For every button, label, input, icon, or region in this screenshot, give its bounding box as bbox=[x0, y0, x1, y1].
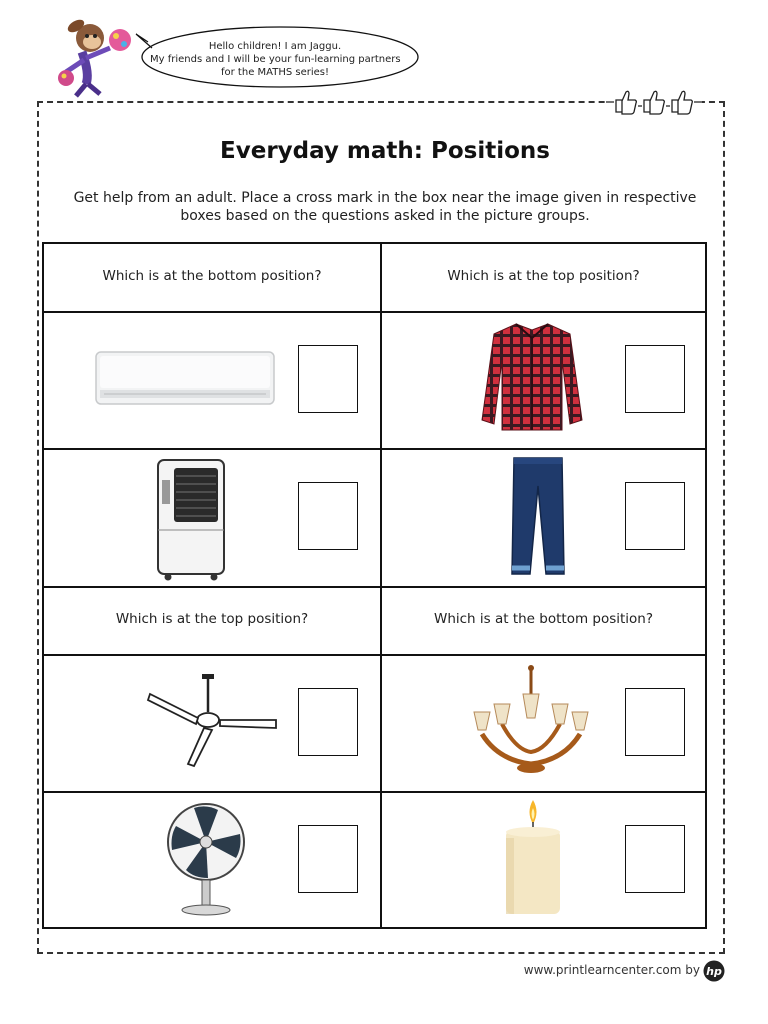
portable-ac-icon bbox=[154, 458, 228, 582]
answer-box-jeans[interactable] bbox=[625, 482, 685, 550]
footer-text: www.printlearncenter.com by bbox=[523, 963, 700, 977]
answer-box-table-fan[interactable] bbox=[298, 825, 358, 893]
question-4: Which is at the bottom position? bbox=[433, 611, 654, 627]
answer-box-portable-ac[interactable] bbox=[298, 482, 358, 550]
monkey-mascot-icon bbox=[52, 14, 142, 100]
answer-box-chandelier[interactable] bbox=[625, 688, 685, 756]
question-grid bbox=[42, 242, 707, 929]
instructions-line-2: boxes based on the questions asked in the picture groups. bbox=[180, 208, 590, 224]
instructions bbox=[44, 189, 726, 225]
answer-box-split-ac[interactable] bbox=[298, 345, 358, 413]
chandelier-icon bbox=[468, 664, 594, 776]
bubble-line-1: Hello children! I am Jaggu. bbox=[208, 41, 342, 52]
candle-icon bbox=[502, 798, 564, 918]
bubble-text bbox=[150, 40, 400, 79]
question-3: Which is at the top position? bbox=[115, 611, 309, 627]
hp-logo-icon bbox=[703, 960, 725, 982]
svg-text:hp: hp bbox=[706, 965, 722, 978]
answer-box-candle[interactable] bbox=[625, 825, 685, 893]
page-title: Everyday math: Positions bbox=[220, 138, 550, 164]
bubble-line-2: My friends and I will be your fun-learning partners bbox=[150, 54, 401, 65]
thumbs-up-icon bbox=[606, 84, 702, 116]
instructions-line-1: Get help from an adult. Place a cross mark in the box near the image given in respective bbox=[73, 190, 697, 206]
answer-box-ceiling-fan[interactable] bbox=[298, 688, 358, 756]
question-1: Which is at the bottom position? bbox=[102, 268, 322, 284]
shirt-icon bbox=[476, 320, 588, 434]
bubble-line-3: for the MATHS series! bbox=[221, 67, 329, 78]
answer-box-shirt[interactable] bbox=[625, 345, 685, 413]
question-2: Which is at the top position? bbox=[447, 268, 640, 284]
ceiling-fan-icon bbox=[146, 672, 280, 768]
split-ac-icon bbox=[94, 348, 276, 408]
table-fan-icon bbox=[164, 800, 250, 916]
jeans-icon bbox=[508, 456, 568, 578]
